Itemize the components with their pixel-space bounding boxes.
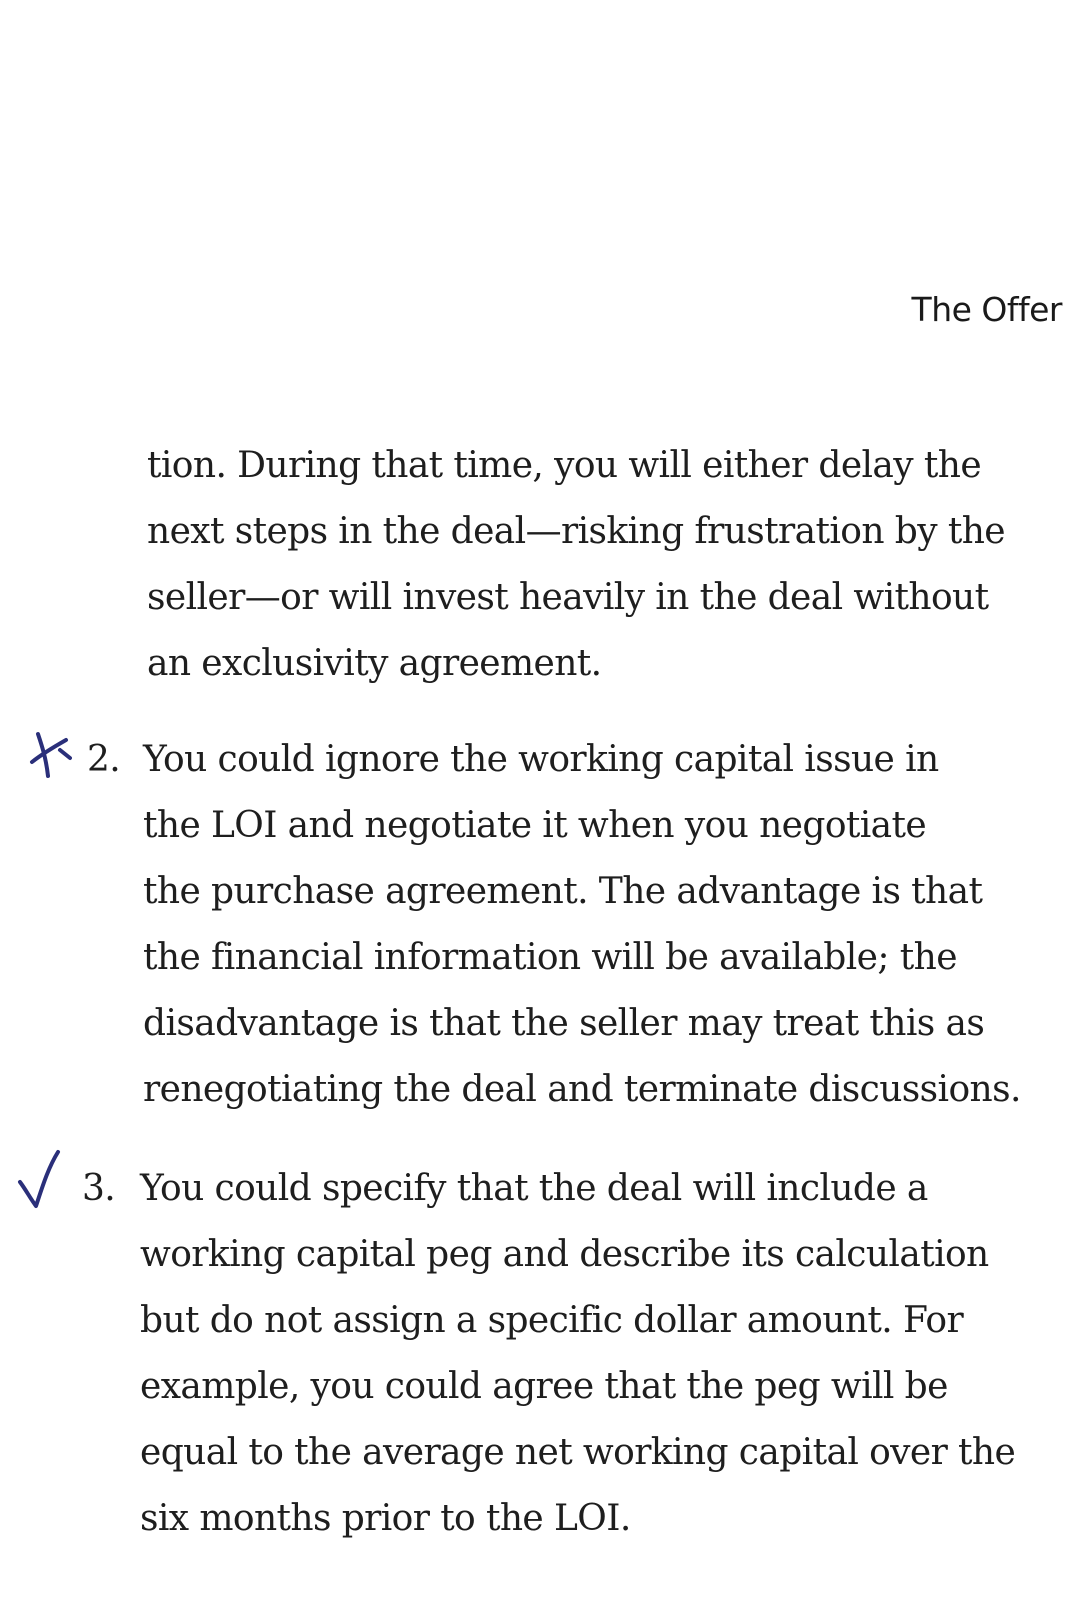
- text-line: disadvantage is that the seller may treat this as: [143, 1003, 985, 1044]
- text-line: but do not assign a specific dollar amount. For: [140, 1300, 964, 1341]
- text-line: tion. During that time, you will either delay the: [147, 445, 982, 486]
- text-line: You could ignore the working capital issue in: [143, 739, 939, 780]
- list-item-3: [82, 1156, 1016, 1552]
- text-line: next steps in the deal—risking frustration by the: [147, 511, 1005, 552]
- list-item-number: 3.: [82, 1168, 116, 1209]
- text-line: the financial information will be available; the: [143, 937, 957, 978]
- text-line: the LOI and negotiate it when you negotiate: [143, 805, 927, 846]
- text-line: the purchase agreement. The advantage is that: [143, 871, 983, 912]
- list-item-2: [87, 727, 1021, 1123]
- text-line: working capital peg and describe its calculation: [140, 1234, 989, 1275]
- text-line: example, you could agree that the peg will be: [140, 1366, 948, 1407]
- list-item-paragraph: [140, 1156, 1015, 1552]
- list-item-paragraph: [143, 727, 1021, 1123]
- text-line: an exclusivity agreement.: [147, 643, 602, 684]
- text-line: seller—or will invest heavily in the deal without: [147, 577, 989, 618]
- text-line: renegotiating the deal and terminate discussions.: [143, 1069, 1021, 1110]
- text-line: six months prior to the LOI.: [140, 1498, 631, 1539]
- list-item-number: 2.: [87, 739, 121, 780]
- text-line: You could specify that the deal will include a: [140, 1168, 928, 1209]
- running-header: The Offer: [911, 290, 1062, 329]
- continuation-paragraph: [147, 433, 1005, 697]
- text-line: equal to the average net working capital over the: [140, 1432, 1016, 1473]
- check-mark-icon: [14, 1148, 64, 1210]
- cross-mark-icon: [24, 728, 72, 780]
